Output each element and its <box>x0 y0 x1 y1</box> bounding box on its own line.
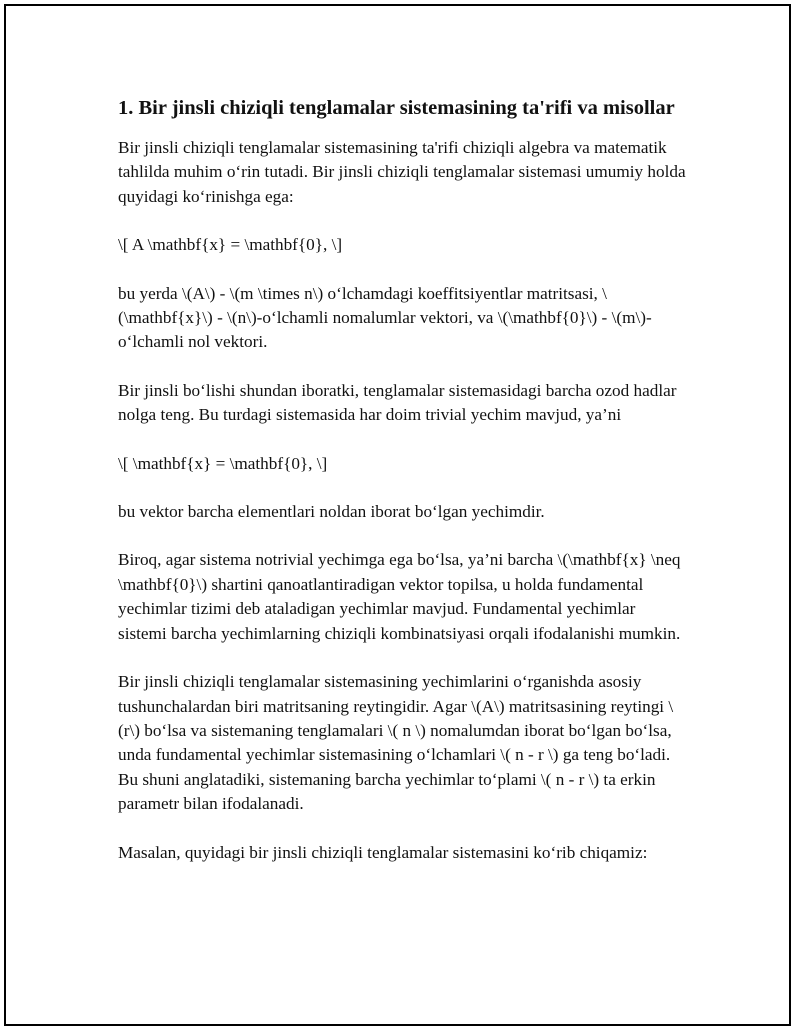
document-body <box>118 94 688 889</box>
paragraph-trivial-solution: bu vektor barcha elementlari noldan iborat bo‘lgan yechimdir. <box>118 502 545 522</box>
paragraph-nontrivial: Biroq, agar sistema notrivial yechimga ega bo‘lsa, ya’ni barcha \(\mathbf{x} \neq \mathbf{0}\) shartini qanoatlantiradigan vektor topilsa, u holda fundamental yechimlar tizimi deb ataladigan yechimlar mavjud. Fundamental yechimlar sistemi barcha yechimlarning chiziqli kombinatsiyasi orqali ifodalanishi mumkin. <box>118 550 681 643</box>
paragraph-homogeneous: Bir jinsli bo‘lishi shundan iboratki, tenglamalar sistemasidagi barcha ozod hadlar nolga teng. Bu turdagi sistemasida har doim trivial yechim mavjud, ya’ni <box>118 380 677 425</box>
paragraph-rank: Bir jinsli chiziqli tenglamalar sistemasining yechimlarini o‘rganishda asosiy tushunchalardan biri matritsaning reytingidir. Agar \(A\) matritsasining reytingi \(r\) bo‘lsa va sistemaning tenglamalari \( n \) nomalumdan iborat bo‘lgan bo‘lsa, unda fundamental yechimlar sistemasining o‘lchamlari \( n - r \) ga teng bo‘ladi. Bu shuni anglatadiki, sistemaning barcha yechimlar to‘plami \( n - r \) ta erkin parametr bilan ifodalanadi. <box>118 672 674 814</box>
paragraph-example: Masalan, quyidagi bir jinsli chiziqli tenglamalar sistemasini ko‘rib chiqamiz: <box>118 842 648 862</box>
formula-system: \[ A \mathbf{x} = \mathbf{0}, \] <box>118 235 343 255</box>
paragraph-definitions: bu yerda \(A\) - \(m \times n\) o‘lchamdagi koeffitsiyentlar matritsasi, \(\mathbf{x}\) - \(n\)-o‘lchamli nomalumlar vektori, va \(\mathbf{0}\) - \(m\)-o‘lchamli nol vektori. <box>118 283 652 352</box>
section-heading: 1. Bir jinsli chiziqli tenglamalar sistemasining ta'rifi va misollar <box>118 97 675 119</box>
formula-trivial: \[ \mathbf{x} = \mathbf{0}, \] <box>118 453 328 473</box>
paragraph-intro: Bir jinsli chiziqli tenglamalar sistemasining ta'rifi chiziqli algebra va matematik tahlilda muhim o‘rin tutadi. Bir jinsli chiziqli tenglamalar sistemasi umumiy holda quyidagi ko‘rinishga ega: <box>118 138 686 206</box>
